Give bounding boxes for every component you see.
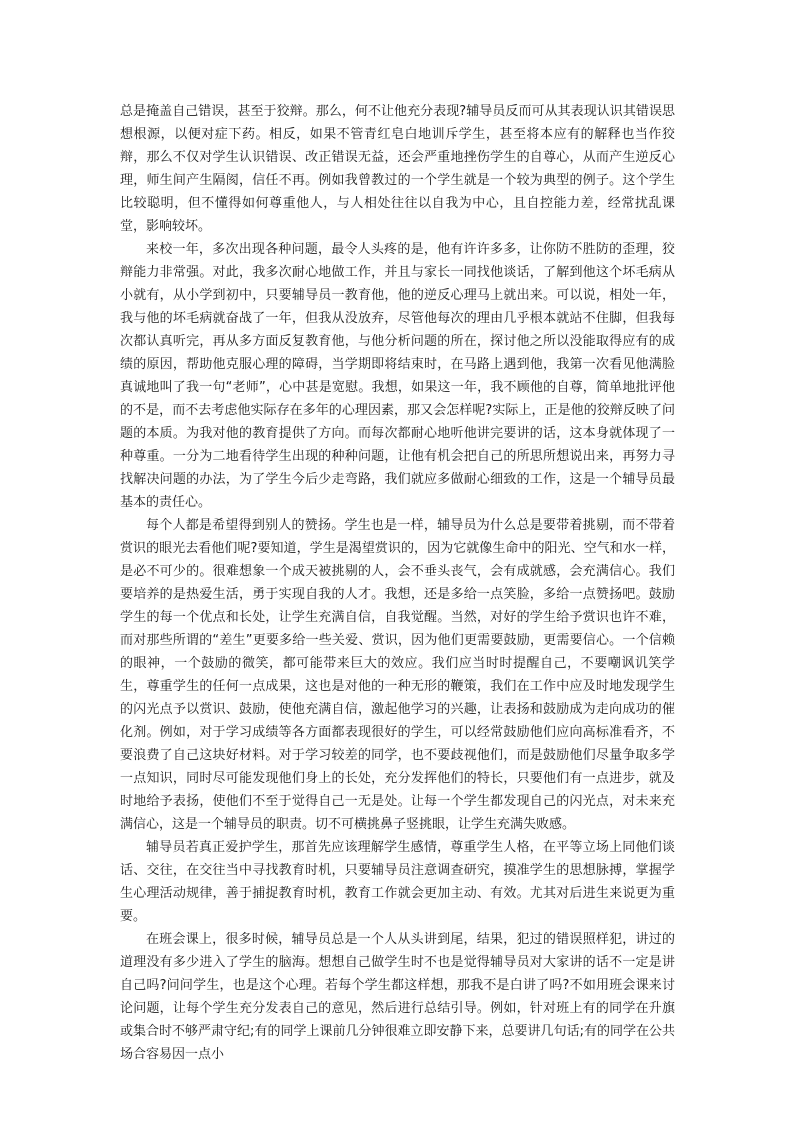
paragraph-1: 总是掩盖自己错误，甚至于狡辩。那么，何不让他充分表现?辅导员反而可从其表现认识其错误思想根源，以便对症下药。相反，如果不管青红皂白地训斥学生，甚至将本应有的解释也当作狡辩，那么不仅对学生认识错误、改正错误无益，还会严重地挫伤学生的自尊心，从而产生逆反心理，师生间产生隔阂，信任不再。例如我曾教过的一个学生就是一个较为典型的例子。这个学生比较聪明，但不懂得如何尊重他人，与人相处往往以自我为中心，且自控能力差，经常扰乱课堂，影响较坏。 [120, 104, 675, 234]
paragraph-3: 每个人都是希望得到别人的赞扬。学生也是一样，辅导员为什么总是要带着挑剔，而不带着赏识的眼光去看他们呢?要知道，学生是渴望赏识的，因为它就像生命中的阳光、空气和水一样，是必不可少的。很难想象一个成天被挑剔的人，会不垂头丧气，会有成就感，会充满信心。我们要培养的是热爱生活，勇于实现自我的人才。我想，还是多给一点笑脸，多给一点赞扬吧。鼓励学生的每一个优点和长处，让学生充满自信，自我觉醒。当然，对好的学生给予赏识也许不难，而对那些所谓的“差生”更要多给一些关爱、赏识，因为他们更需要鼓励，更需要信心。一个信赖的眼神，一个鼓励的微笑，都可能带来巨大的效应。我们应当时时提醒自己，不要嘲讽讥笑学生，尊重学生的任何一点成果，这也是对他的一种无形的鞭策，我们在工作中应及时地发现学生的闪光点予以赏识、鼓励，使他充满自信，激起他学习的兴趣，让表扬和鼓励成为走向成功的催化剂。例如，对于学习成绩等各方面都表现很好的学生，可以经常鼓励他们应向高标准看齐，不要浪费了自己这块好材料。对于学习较差的同学，也不要歧视他们，而是鼓励他们尽量争取多学一点知识，同时尽可能发现他们身上的长处，充分发挥他们的特长，只要他们有一点进步，就及时地给予表扬，使他们不至于觉得自己一无是处。让每一个学生都发现自己的闪光点，对未来充满信心，这是一个辅导员的职责。切不可横挑鼻子竖挑眼，让学生充满失败感。 [120, 518, 675, 832]
document-page [120, 100, 675, 1066]
paragraph-2: 来校一年，多次出现各种问题，最令人头疼的是，他有许许多多，让你防不胜防的歪理，狡辩能力非常强。对此，我多次耐心地做工作，并且与家长一同找他谈话，了解到他这个坏毛病从小就有，从小学到初中，只要辅导员一教育他，他的逆反心理马上就出来。可以说，相处一年，我与他的坏毛病就奋战了一年，但我从没放弃，尽管他每次的理由几乎根本就站不住脚，但我每次都认真听完，再从多方面反复教育他，与他分析问题的所在，探讨他之所以没能取得应有的成绩的原因，帮助他克服心理的障碍，当学期即将结束时，在马路上遇到他，我第一次看见他满脸真诚地叫了我一句“老师”，心中甚是宽慰。我想，如果这一年，我不顾他的自尊，简单地批评他的不是，而不去考虑他实际存在多年的心理因素，那又会怎样呢?实际上，正是他的狡辩反映了问题的本质。为我对他的教育提供了方向。而每次都耐心地听他讲完要讲的话，这本身就体现了一种尊重。一分为二地看待学生出现的种种问题，让他有机会把自己的所思所想说出来，再努力寻找解决问题的办法，为了学生今后少走弯路，我们就应多做耐心细致的工作，这是一个辅导员最基本的责任心。 [120, 242, 675, 510]
paragraph-5: 在班会课上，很多时候，辅导员总是一个人从头讲到尾，结果，犯过的错误照样犯，讲过的道理没有多少进入了学生的脑海。想想自己做学生时不也是觉得辅导员对大家讲的话不一定是讲自己吗?问问学生，也是这个心理。若每个学生都这样想，那我不是白讲了吗?不如用班会课来讨论问题，让每个学生充分发表自己的意见，然后进行总结引导。例如，针对班上有的同学在升旗或集合时不够严肃守纪;有的同学上课前几分钟很难立即安静下来，总要讲几句话;有的同学在公共场合容易因一点小 [120, 932, 675, 1062]
paragraph-4: 辅导员若真正爱护学生，那首先应该理解学生感情，尊重学生人格，在平等立场上同他们谈话、交往，在交往当中寻找教育时机，只要辅导员注意调查研究，摸准学生的思想脉搏，掌握学生心理活动规律，善于捕捉教育时机，教育工作就会更加主动、有效。尤其对后进生来说更为重要。 [120, 840, 675, 924]
